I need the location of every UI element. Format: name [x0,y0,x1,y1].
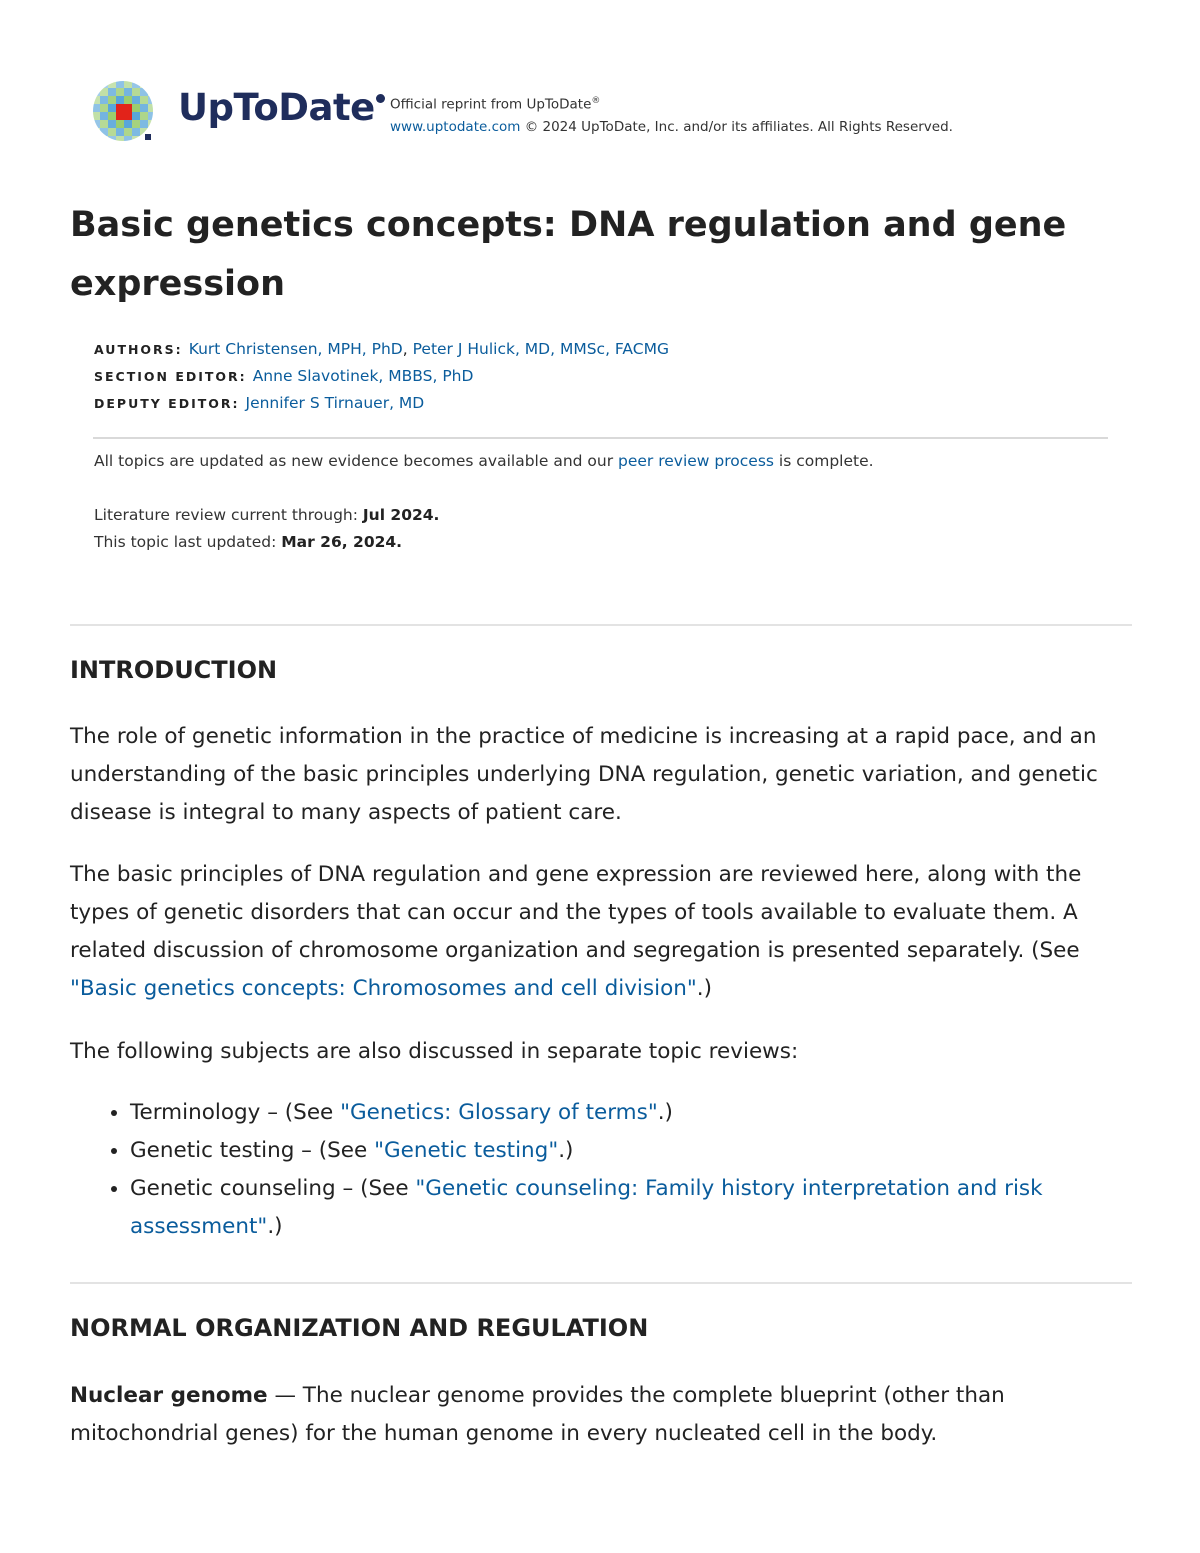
deputy-editor-link[interactable]: Jennifer S Tirnauer, MD [245,394,425,412]
section-divider [70,624,1132,626]
byline-divider [93,437,1108,439]
intro-paragraph-2-end: .) [696,976,712,1001]
normal-organization-heading: NORMAL ORGANIZATION AND REGULATION [70,1314,649,1342]
list-item-text: Genetic counseling – (See [130,1176,416,1201]
lit-review-date: Jul 2024. [362,506,440,524]
glossary-topic-link[interactable]: "Genetics: Glossary of terms" [340,1100,658,1125]
update-note-text: All topics are updated as new evidence becomes available and our [94,452,619,470]
last-updated-label: This topic last updated: [94,533,282,551]
nuclear-genome-term: Nuclear genome [70,1383,268,1408]
list-item [130,1094,1130,1132]
section-editor-link[interactable]: Anne Slavotinek, MBBS, PhD [252,367,474,385]
reprint-notice [390,90,953,138]
section-divider [70,1282,1132,1284]
nuclear-genome-paragraph [70,1377,1070,1453]
list-item-end: .) [657,1100,673,1125]
authors-label: AUTHORS: [94,342,183,357]
section-editor-row [94,363,669,390]
deputy-editor-label: DEPUTY EDITOR: [94,396,240,411]
copyright-text: © 2024 UpToDate, Inc. and/or its affiliates. All Rights Reserved. [520,118,953,135]
author-separator: , [402,340,413,358]
brand-name: UpToDate [178,86,375,129]
related-topics-list [70,1094,1130,1246]
update-note-text-end: is complete. [773,452,874,470]
brand-wordmark [178,86,385,129]
registered-mark: ® [591,96,601,106]
list-item-end: .) [267,1214,283,1239]
genetic-counseling-topic-link[interactable]: "Genetic counseling: Family history interpretation and risk assessment" [130,1176,1043,1239]
registered-dot-icon [376,94,385,103]
list-item-text: Genetic testing – (See [130,1138,375,1163]
header [92,80,1092,144]
intro-paragraph-2-text: The basic principles of DNA regulation and gene expression are reviewed here, along with the types of genetic disorders that can occur and the types of tools available to evaluate them. A related discussion of chromosome organization and segregation is presented separately. (See [70,862,1082,963]
deputy-editor-row [94,390,669,417]
list-item-end: .) [558,1138,574,1163]
authors-row [94,336,669,363]
list-item [130,1170,1130,1246]
section-editor-label: SECTION EDITOR: [94,369,247,384]
author-link[interactable]: Kurt Christensen, MPH, PhD [188,340,403,358]
reprint-line: Official reprint from UpToDate [390,96,592,113]
introduction-heading: INTRODUCTION [70,656,278,684]
update-note [94,452,874,470]
intro-paragraph-2 [70,856,1135,1008]
last-updated-date: Mar 26, 2024. [281,533,403,551]
intro-paragraph-1: The role of genetic information in the practice of medicine is increasing at a rapid pace, and an understanding of the basic principles underlying DNA regulation, genetic variation, and genetic disease is integral to many aspects of patient care. [70,724,1098,825]
uptodate-logo-icon[interactable] [92,80,156,144]
page-title: Basic genetics concepts: DNA regulation and gene expression [70,205,1067,304]
author-link[interactable]: Peter J Hulick, MD, MMSc, FACMG [412,340,669,358]
list-item-text: Terminology – (See [130,1100,341,1125]
lit-review-row [94,502,439,529]
review-dates [94,502,439,556]
uptodate-site-link[interactable]: www.uptodate.com [390,118,521,135]
last-updated-row [94,529,439,556]
peer-review-link[interactable]: peer review process [618,452,774,470]
chromosomes-topic-link[interactable]: "Basic genetics concepts: Chromosomes and cell division" [70,976,697,1001]
list-item [130,1132,1130,1170]
nuclear-genome-text: — The nuclear genome provides the complete blueprint (other than mitochondrial genes) for the human genome in every nucleated cell in the body. [70,1383,1005,1446]
intro-paragraph-3: The following subjects are also discussed in separate topic reviews: [70,1039,799,1064]
genetic-testing-topic-link[interactable]: "Genetic testing" [374,1138,559,1163]
byline [94,336,669,417]
lit-review-label: Literature review current through: [94,506,363,524]
